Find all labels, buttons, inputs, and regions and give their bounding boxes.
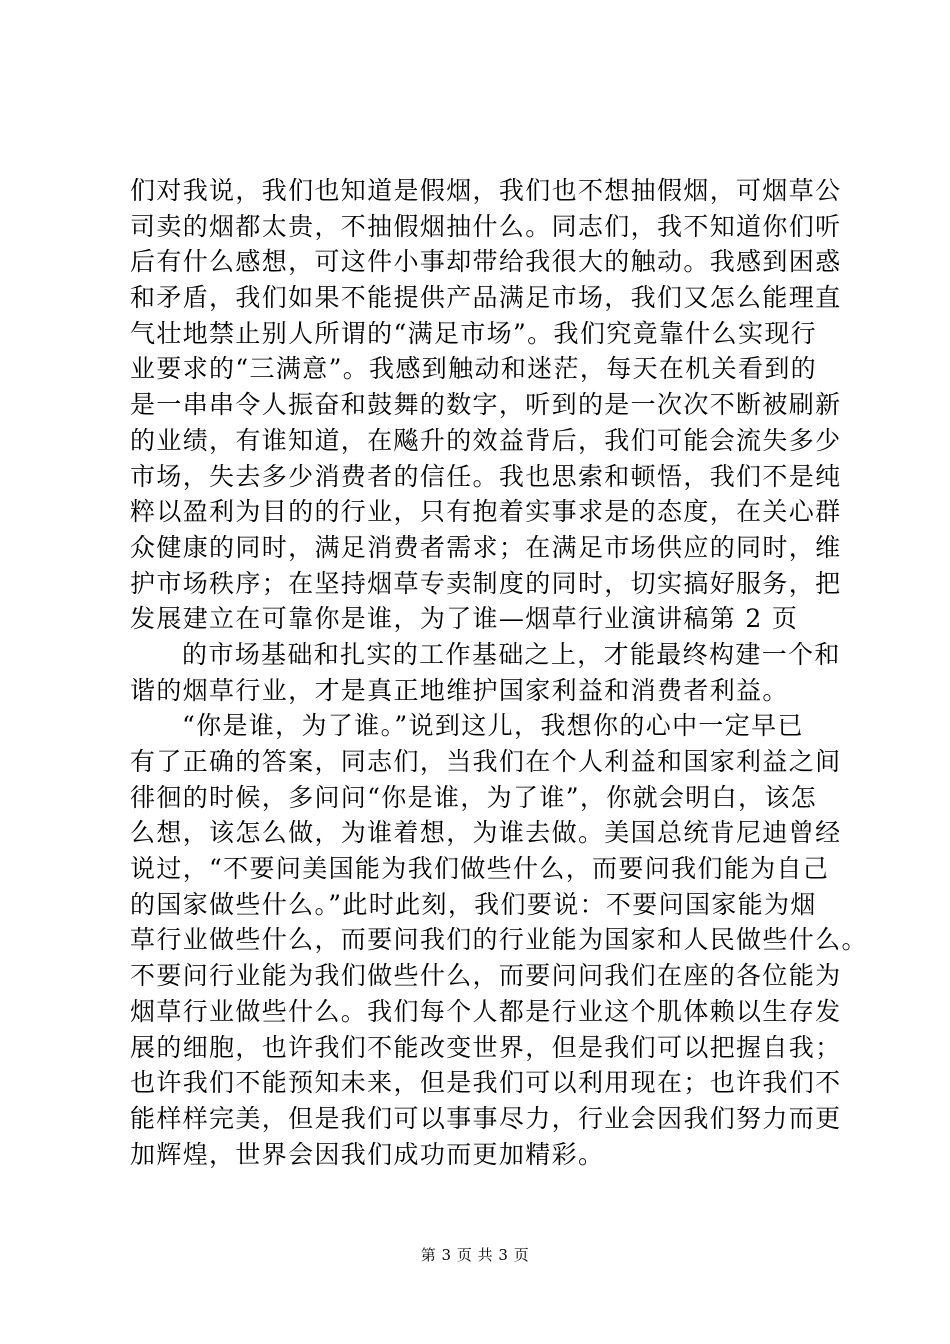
text-line: 市场，失去多少消费者的信任。我也思索和顿悟，我们不是纯	[130, 461, 842, 491]
text-line: 发展建立在可靠你是谁，为了谁—烟草行业演讲稿第 2 页	[130, 604, 799, 634]
text-line: 粹以盈利为目的的行业，只有抱着实事求是的态度，在关心群	[130, 497, 842, 527]
text-line: 能样样完美，但是我们可以事事尽力，行业会因我们努力而更	[130, 1103, 842, 1133]
text-line: 司卖的烟都太贵，不抽假烟抽什么。同志们，我不知道你们听	[130, 211, 842, 241]
text-line: 气壮地禁止别人所谓的“满足市场”。我们究竟靠什么实现行	[130, 318, 818, 348]
text-line: 也许我们不能预知未来，但是我们可以利用现在；也许我们不	[130, 1068, 842, 1098]
page-number: 第 3 页 共 3 页	[420, 1246, 530, 1264]
text-line: 谐的烟草行业，才是真正地维护国家利益和消费者利益。	[130, 675, 789, 705]
text-line: 徘徊的时候，多问问“你是谁，为了谁”，你就会明白，该怎	[130, 782, 818, 812]
text-line: 和矛盾，我们如果不能提供产品满足市场，我们又怎么能理直	[130, 283, 842, 313]
text-line: 护市场秩序；在坚持烟草专卖制度的同时，切实搞好服务，把	[130, 568, 842, 598]
text-line: 有了正确的答案，同志们，当我们在个人利益和国家利益之间	[130, 747, 842, 776]
text-line: “你是谁，为了谁。”说到这儿，我想你的心中一定早已	[182, 711, 804, 741]
text-line: 业要求的“三满意”。我感到触动和迷茫，每天在机关看到的	[130, 354, 818, 384]
text-line: 烟草行业做些什么。我们每个人都是行业这个肌体赖以生存发	[130, 996, 842, 1026]
body-text	[130, 173, 868, 1172]
text-line: 加辉煌，世界会因我们成功而更加精彩。	[130, 1139, 605, 1169]
text-line: 说过，“不要问美国能为我们做些什么，而要问我们能为自己	[130, 854, 830, 884]
text-line: 们对我说，我们也知道是假烟，我们也不想抽假烟，可烟草公	[130, 176, 842, 205]
page-footer	[0, 1245, 950, 1265]
text-line: 么想，该怎么做，为谁着想，为谁去做。美国总统肯尼迪曾经	[130, 818, 842, 848]
text-line: 草行业做些什么，而要问我们的行业能为国家和人民做些什么。	[130, 925, 868, 955]
text-line: 的业绩，有谁知道，在飚升的效益背后，我们可能会流失多少	[130, 425, 842, 455]
text-line: 众健康的同时，满足消费者需求；在满足市场供应的同时，维	[130, 532, 842, 562]
text-line: 的国家做些什么。”此时此刻，我们要说：不要问国家能为烟	[130, 889, 817, 919]
text-line: 是一串串令人振奋和鼓舞的数字，听到的是一次次不断被刷新	[130, 390, 842, 420]
text-line: 的市场基础和扎实的工作基础之上，才能最终构建一个和	[182, 639, 841, 669]
text-line: 后有什么感想，可这件小事却带给我很大的触动。我感到困惑	[130, 247, 842, 277]
text-line: 展的细胞，也许我们不能改变世界，但是我们可以把握自我；	[130, 1032, 842, 1062]
text-line: 不要问行业能为我们做些什么，而要问问我们在座的各位能为	[130, 961, 842, 991]
